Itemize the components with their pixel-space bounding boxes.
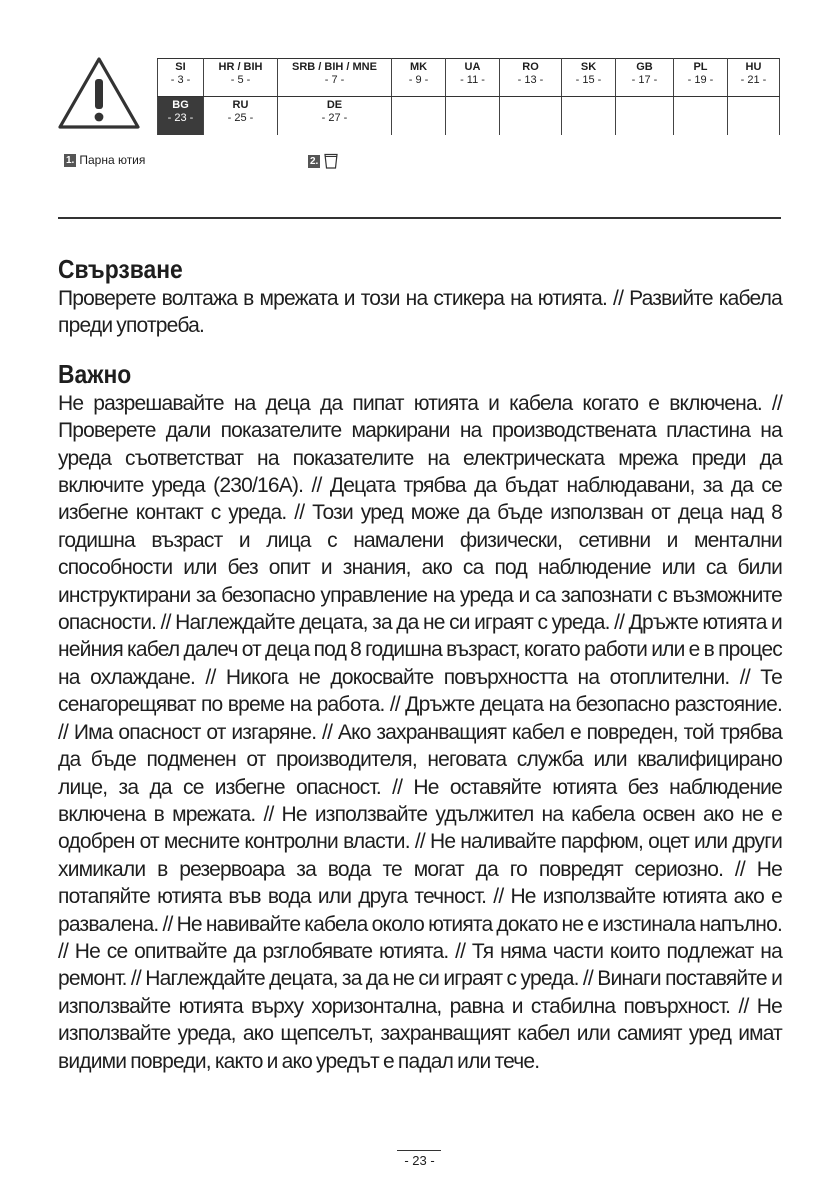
language-cell[interactable]: HR / BIH - 5 - xyxy=(204,59,278,97)
component-item xyxy=(64,153,145,167)
language-cell[interactable]: HU - 21 - xyxy=(728,59,780,97)
component-number: 2. xyxy=(310,155,319,167)
empty-cell xyxy=(392,97,446,136)
section-heading: Важно xyxy=(58,358,132,389)
section-text: Не разрешавайте на деца да пипат ютията и кабела когато е включена. // Проверете дали показателите маркирани на производствената пластина на уреда съответстват на показателите на електрическата мрежа преди да включите уреда (230/16A). // Децата трябва да бъдат наблюдавани, за да се избегне контакт с уреда. // Този уред може да бъде използван от деца над 8 годишна възраст и лица с намалени физически, сетивни и ментални способности или без опит и знания, ако са под наблюдение или са били инструктирани за безопасно управление на уреда и са запознати с възможните опасности. // Наглеждайте децата, за да не си играят с уреда. // Дръжте ютията и нейния кабел далеч от деца под 8 годишна възраст, когато работи или е в процес на охлаждане. // Никога не докосвайте повърхността на отоплителни. // Те сенагорещяват по време на работа. // Дръжте децата на безопасно разстояние. // Има опасност от изгаряне. // Ако захранващият кабел е повреден, той трябва да бъде подменен от производителя, неговата служба или квалифицирано лице, за да се избегне опасност. // Не оставяйте ютията без наблюдение включена в мрежата. // Не използвайте удължител на кабела освен ако не е одобрен от месните контролни власти. // Не наливайте парфюм, оцет или други химикали в резервоара за вода те могат да го повредят сериозно. // Не потапяйте ютията във вода или друга течност. // Не използвайте ютията ако е развалена. // Не навивайте кабела около ютията докато не е изстинала напълно. // Не се опитвайте да рзглобявате ютията. // Тя няма части които подлежат на ремонт. // Наглеждайте децата, за да не си играят с уреда. // Винаги поставяйте и използвайте ютията върху хоризонтална, равна и стабилна повърхност. // Не използвайте уреда, ако щепселът, захранващият кабел или самият уред имат видими повреди, както и ако уредът е падал или тече. xyxy=(58,391,782,1073)
language-cell[interactable]: RU - 25 - xyxy=(204,97,278,136)
empty-cell xyxy=(446,97,500,136)
main-content xyxy=(58,253,782,1075)
empty-cell xyxy=(500,97,562,136)
page-number: - 23 - xyxy=(404,1153,435,1168)
section-text: Проверете волтажа в мрежата и този на стикера на ютията. // Развийте кабела преди употреба. xyxy=(58,287,782,338)
empty-cell xyxy=(562,97,616,136)
language-cell[interactable]: UA - 11 - xyxy=(446,59,500,97)
empty-cell xyxy=(616,97,674,136)
section-heading: Свързване xyxy=(58,254,183,284)
language-cell[interactable]: PL - 19 - xyxy=(674,59,728,97)
language-cell[interactable]: SI - 3 - xyxy=(158,59,204,97)
empty-cell xyxy=(728,97,780,136)
divider xyxy=(58,217,781,219)
language-cell[interactable]: MK - 9 - xyxy=(392,59,446,97)
language-row xyxy=(158,59,780,97)
language-cell-active[interactable]: BG - 23 - xyxy=(158,97,204,136)
empty-cell xyxy=(674,97,728,136)
language-cell[interactable]: RO - 13 - xyxy=(500,59,562,97)
language-cell[interactable]: GB - 17 - xyxy=(616,59,674,97)
component-item xyxy=(308,153,339,169)
component-label: Парна ютия xyxy=(79,153,146,167)
language-cell[interactable]: SK - 15 - xyxy=(562,59,616,97)
language-cell[interactable]: SRB / BIH / MNE - 7 - xyxy=(278,59,392,97)
language-cell[interactable]: DE - 27 - xyxy=(278,97,392,136)
language-row xyxy=(158,97,780,136)
measuring-cup-icon xyxy=(323,153,339,169)
component-number: 1. xyxy=(66,154,75,166)
language-index-table xyxy=(157,58,780,135)
warning-triangle-icon xyxy=(56,55,142,131)
footer-divider xyxy=(397,1150,441,1151)
